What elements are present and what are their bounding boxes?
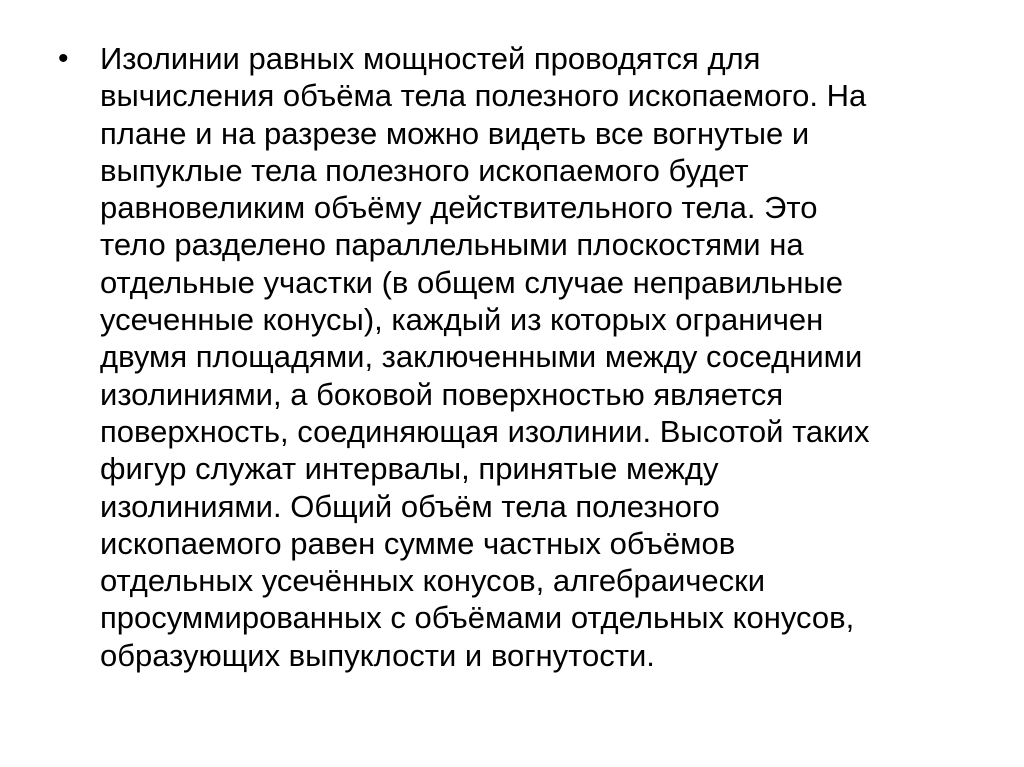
text-line: плане и на разрезе можно видеть все вогнутые и [100, 115, 810, 151]
text-line: вычисления объёма тела полезного ископаемого. На [100, 78, 867, 114]
text-line: равновеликим объёму действительного тела. Это [100, 190, 818, 226]
text-line: фигур служат интервалы, принятые между [100, 451, 719, 487]
text-line: выпуклые тела полезного ископаемого будет [100, 152, 749, 188]
text-line: изолиниями. Общий объём тела полезного [100, 488, 720, 524]
text-line: образующих выпуклости и вогнутости. [100, 637, 655, 673]
text-line: просуммированных с объёмами отдельных конусов, [100, 600, 855, 636]
paragraph-text [100, 40, 870, 674]
text-line: ископаемого равен сумме частных объёмов [100, 525, 736, 561]
text-line: изолиниями, а боковой поверхностью является [100, 376, 784, 412]
text-line: усеченные конусы), каждый из которых ограничен [100, 302, 824, 338]
text-line: тело разделено параллельными плоскостями на [100, 227, 804, 263]
text-line: Изолинии равных мощностей проводятся для [100, 41, 761, 76]
bullet-marker: • [58, 42, 69, 75]
text-line: поверхность, соединяющая изолинии. Высотой таких [100, 413, 870, 449]
text-line: отдельных усечённых конусов, алгебраически [100, 563, 766, 599]
text-line: отдельные участки (в общем случае неправильные [100, 264, 843, 300]
text-line: двумя площадями, заключенными между соседними [100, 339, 863, 375]
